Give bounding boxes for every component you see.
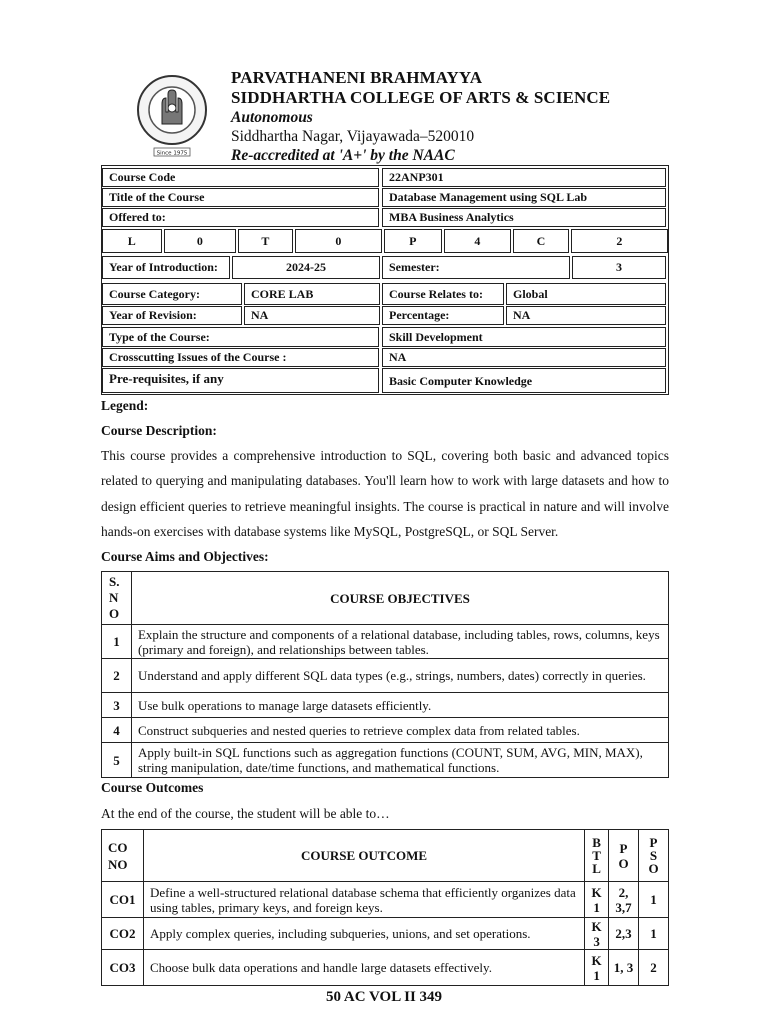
year-intro-label: Year of Introduction: — [102, 256, 230, 279]
outcome-co: CO1 — [102, 882, 144, 918]
offered-label: Offered to: — [102, 208, 379, 227]
outcome-btl: K 3 — [585, 918, 609, 950]
college-seal-icon — [136, 72, 208, 158]
objective-text: Apply built-in SQL functions such as aggregation functions (COUNT, SUM, AVG, MIN, MAX), string manipulation, date/time functions, and mathematical functions. — [131, 743, 668, 778]
course-title-value: Database Management using SQL Lab — [382, 188, 666, 207]
table-row — [102, 950, 669, 986]
table-row — [102, 743, 669, 778]
objective-text: Construct subqueries and nested queries to retrieve complex data from related tables. — [131, 718, 668, 743]
outcome-text: Choose bulk data operations and handle large datasets effectively. — [143, 950, 584, 986]
ltpc-p-value: 4 — [444, 229, 512, 253]
college-name-line1: PARVATHANENI BRAHMAYYA — [231, 68, 483, 87]
prereq-label: Pre-requisites, if any — [102, 368, 379, 393]
college-name-line2: SIDDHARTHA COLLEGE OF ARTS & SCIENCE — [231, 88, 611, 107]
svg-text:Since 1975: Since 1975 — [156, 150, 188, 157]
outcome-btl: K 1 — [585, 950, 609, 986]
table-row — [102, 718, 669, 743]
autonomous-label: Autonomous — [231, 109, 313, 126]
semester-label: Semester: — [382, 256, 570, 279]
table-row — [102, 659, 669, 693]
percentage-label: Percentage: — [382, 306, 504, 325]
objectives-sno-header: S. N O — [102, 572, 132, 625]
prereq-value: Basic Computer Knowledge — [382, 368, 666, 393]
course-description-heading: Course Description: — [101, 423, 217, 438]
outcome-po: 1, 3 — [609, 950, 639, 986]
objectives-heading: Course Aims and Objectives: — [101, 549, 269, 564]
ltpc-t-label: T — [238, 229, 293, 253]
objectives-title-header: COURSE OBJECTIVES — [131, 572, 668, 625]
category-value: CORE LAB — [244, 283, 380, 305]
revision-label: Year of Revision: — [102, 306, 242, 325]
outcome-text: Apply complex queries, including subqueries, unions, and set operations. — [143, 918, 584, 950]
college-address: Siddhartha Nagar, Vijayawada–520010 — [231, 128, 475, 145]
table-row — [102, 693, 669, 718]
outcome-po: 2, 3,7 — [609, 882, 639, 918]
ltpc-c-label: C — [513, 229, 569, 253]
percentage-value: NA — [506, 306, 666, 325]
outcome-co: CO3 — [102, 950, 144, 986]
objective-number: 4 — [102, 718, 132, 743]
outcome-pso: 1 — [639, 882, 669, 918]
outcomes-title-header: COURSE OUTCOME — [143, 830, 584, 882]
table-row — [102, 882, 669, 918]
outcomes-btl-header: B T L — [585, 830, 609, 882]
page-footer: 50 AC VOL II 349 — [325, 989, 443, 1005]
objective-text: Use bulk operations to manage large datasets efficiently. — [131, 693, 668, 718]
objective-text: Understand and apply different SQL data types (e.g., strings, numbers, dates) correctly in queries. — [131, 659, 668, 693]
outcomes-po-header: P O — [609, 830, 639, 882]
outcome-btl: K 1 — [585, 882, 609, 918]
table-row — [102, 918, 669, 950]
ltpc-t-value: 0 — [295, 229, 382, 253]
ltpc-p-label: P — [384, 229, 442, 253]
offered-value: MBA Business Analytics — [382, 208, 666, 227]
objective-number: 5 — [102, 743, 132, 778]
ltpc-l-value: 0 — [164, 229, 236, 253]
year-intro-value: 2024-25 — [232, 256, 380, 279]
semester-value: 3 — [572, 256, 666, 279]
objectives-table — [101, 571, 669, 778]
outcomes-co-header: CO NO — [102, 830, 144, 882]
outcomes-table — [101, 829, 669, 986]
objective-number: 3 — [102, 693, 132, 718]
relates-label: Course Relates to: — [382, 283, 504, 305]
outcome-pso: 2 — [639, 950, 669, 986]
course-code-label: Course Code — [102, 168, 379, 187]
course-code-value: 22ANP301 — [382, 168, 666, 187]
legend-heading: Legend: — [101, 398, 149, 413]
objective-number: 2 — [102, 659, 132, 693]
outcomes-heading: Course Outcomes — [101, 780, 204, 795]
outcomes-intro: At the end of the course, the student will be able to… — [101, 806, 390, 821]
crosscutting-label: Crosscutting Issues of the Course : — [102, 348, 379, 367]
ltpc-c-value: 2 — [571, 229, 668, 253]
outcome-co: CO2 — [102, 918, 144, 950]
ltpc-l-label: L — [102, 229, 162, 253]
revision-value: NA — [244, 306, 380, 325]
crosscutting-value: NA — [382, 348, 666, 367]
course-title-label: Title of the Course — [102, 188, 379, 207]
college-details — [231, 68, 610, 165]
outcome-text: Define a well-structured relational database schema that efficiently organizes data using tables, primary keys, and foreign keys. — [143, 882, 584, 918]
objective-number: 1 — [102, 625, 132, 659]
course-type-label: Type of the Course: — [102, 327, 379, 347]
course-type-value: Skill Development — [382, 327, 666, 347]
college-header — [136, 66, 656, 162]
outcome-pso: 1 — [639, 918, 669, 950]
accreditation-line: Re-accredited at 'A+' by the NAAC — [231, 147, 455, 164]
category-label: Course Category: — [102, 283, 242, 305]
outcome-po: 2,3 — [609, 918, 639, 950]
objective-text: Explain the structure and components of a relational database, including tables, rows, columns, keys (primary and foreign), and relationships between tables. — [131, 625, 668, 659]
relates-value: Global — [506, 283, 666, 305]
table-row — [102, 625, 669, 659]
outcomes-pso-header: P S O — [639, 830, 669, 882]
course-description-text: This course provides a comprehensive introduction to SQL, covering both basic and advanced topics related to querying and manipulating databases. You'll learn how to work with large datasets and how to design efficient queries to retrieve meaningful insights. The course is practical in nature and will involve hands-on exercises with database systems like MySQL, PostgreSQL, or SQL Server. — [101, 448, 669, 539]
